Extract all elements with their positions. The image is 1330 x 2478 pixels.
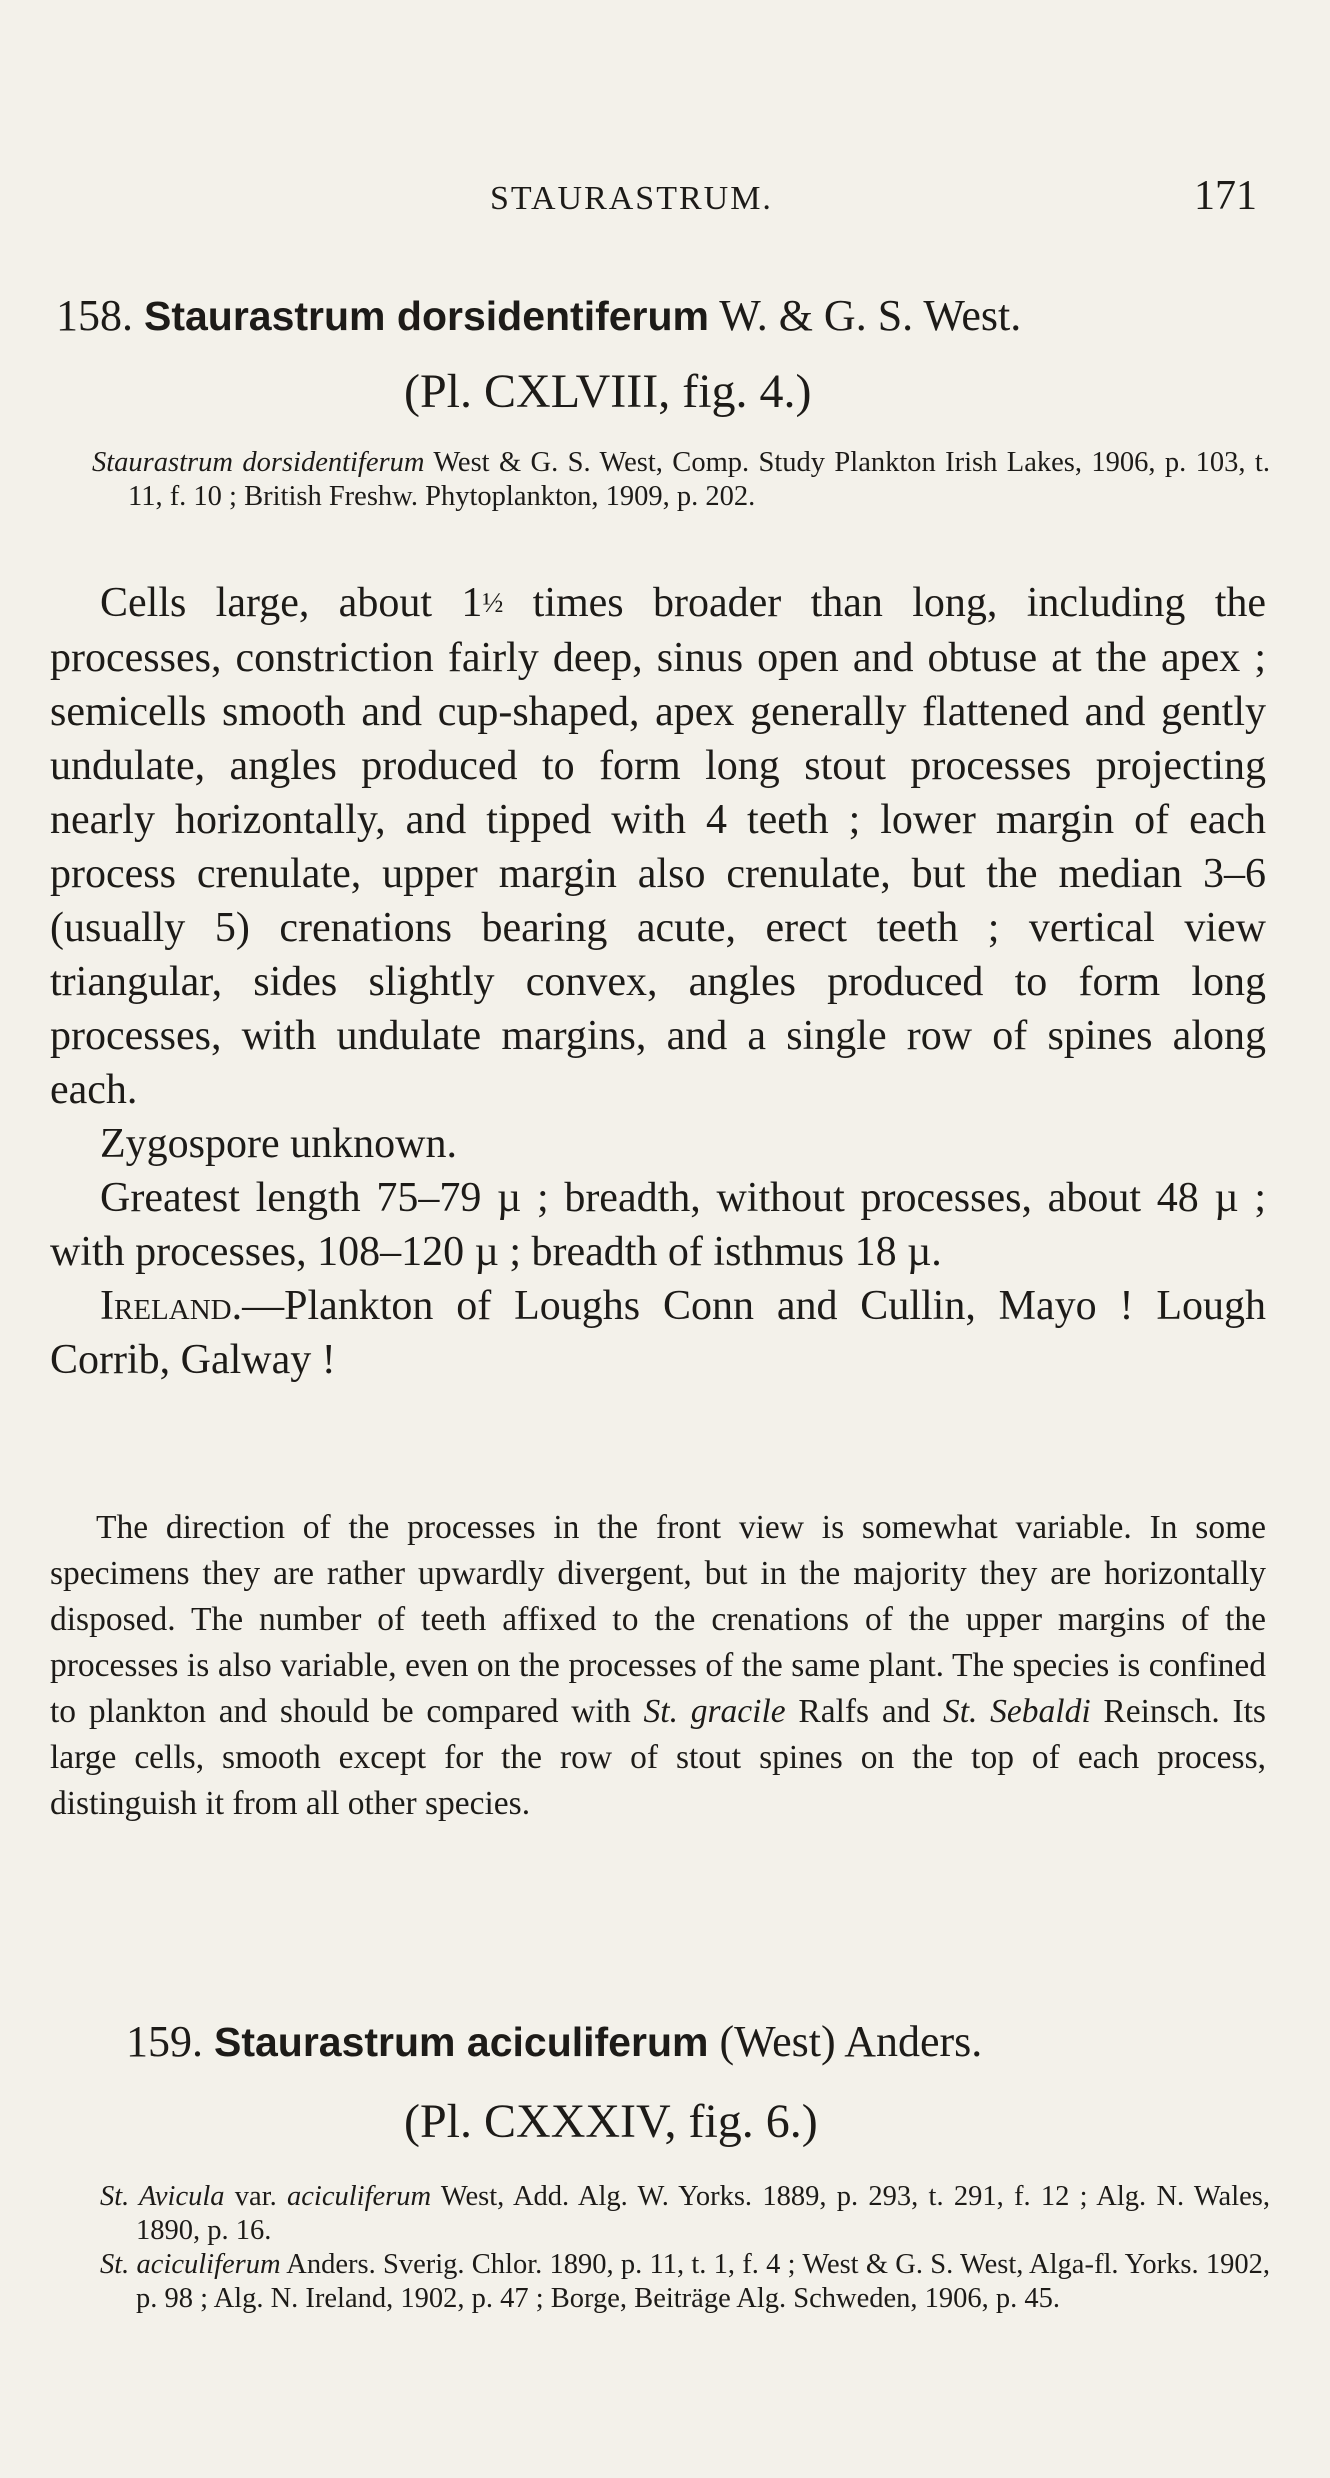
species-name: Staurastrum dorsidentiferum bbox=[144, 293, 709, 339]
distribution-label: Ireland. bbox=[100, 1283, 243, 1329]
distribution-paragraph bbox=[50, 1279, 1266, 1387]
species-authority: (West) Anders. bbox=[719, 2017, 983, 2066]
species-159-plate: (Pl. CXXXIV, fig. 6.) bbox=[404, 2095, 818, 2148]
reference-entry: St. Avicula var. aciculiferum West, Add. Alg. W. Yorks. 1889, p. 293, t. 291, f. 12 ; Alg. N. Wales, 1890, p. 16. bbox=[100, 2181, 1270, 2246]
species-158-plate: (Pl. CXLVIII, fig. 4.) bbox=[404, 365, 812, 418]
species-159-references bbox=[100, 2180, 1270, 2316]
description-paragraph: Cells large, about 1½ times broader than long, including the processes, constriction fairly deep, sinus open and obtuse at the apex ; semicells smooth and cup-shaped, apex generally flattened and gently undulate, angles produced to form long stout processes projecting nearly horizontally, and tipped with 4 teeth ; lower margin of each process crenulate, upper margin also crenulate, but the median 3–6 (usually 5) crenations bearing acute, erect teeth ; vertical view triangular, sides slightly convex, angles produced to form long processes, with undulate margins, and a single row of spines along each. bbox=[50, 580, 1267, 1113]
species-158-notes bbox=[50, 1505, 1266, 1827]
species-number: 158. bbox=[56, 291, 133, 340]
species-158-description bbox=[50, 576, 1266, 1387]
ref-name: Staurastrum dorsidentiferum bbox=[92, 447, 425, 478]
notes-paragraph: The direction of the processes in the front view is somewhat variable. In some specimens they are rather upwardly divergent, but in the majority they are horizontally disposed. The number of teeth affixed to the crenations of the upper margins of the processes is also variable, even on the processes of the same plant. The species is confined to plankton and should be compared with St. gracile Ralfs and St. Sebaldi Reinsch. Its large cells, smooth except for the row of stout spines on the top of each process, distinguish it from all other species. bbox=[50, 1509, 1266, 1822]
reference-entry: St. aciculiferum Anders. Sverig. Chlor. 1890, p. 11, t. 1, f. 4 ; West & G. S. West, Alga-fl. Yorks. 1902, p. 98 ; Alg. N. Ireland, 1902, p. 47 ; Borge, Beiträge Alg. Schweden, 1906, p. 45. bbox=[100, 2249, 1271, 2314]
species-159-heading bbox=[126, 2016, 982, 2067]
page-number: 171 bbox=[1194, 173, 1257, 219]
fraction: ½ bbox=[482, 588, 504, 619]
species-ref: St. Sebaldi bbox=[942, 1693, 1091, 1730]
species-authority: W. & G. S. West. bbox=[719, 291, 1022, 340]
zygospore-paragraph: Zygospore unknown. bbox=[100, 1121, 457, 1167]
ref-text: West & G. S. West, Comp. Study Plankton Irish Lakes, 1906, p. 103, t. 11, f. 10 ; British Freshw. Phytoplankton, 1909, p. 202. bbox=[128, 447, 1270, 512]
species-ref: St. gracile bbox=[643, 1693, 786, 1730]
species-name: Staurastrum aciculiferum bbox=[214, 2019, 709, 2065]
measurements-paragraph: Greatest length 75–79 µ ; breadth, without processes, about 48 µ ; with processes, 108–120 µ ; breadth of isthmus 18 µ. bbox=[50, 1175, 1266, 1275]
running-title: STAURASTRUM. bbox=[490, 180, 773, 217]
species-number: 159. bbox=[126, 2017, 203, 2066]
species-158-heading bbox=[56, 290, 1021, 341]
distribution-text: —Plankton of Loughs Conn and Cullin, Mayo ! Lough Corrib, Galway ! bbox=[50, 1283, 1266, 1383]
species-158-references bbox=[92, 446, 1270, 514]
